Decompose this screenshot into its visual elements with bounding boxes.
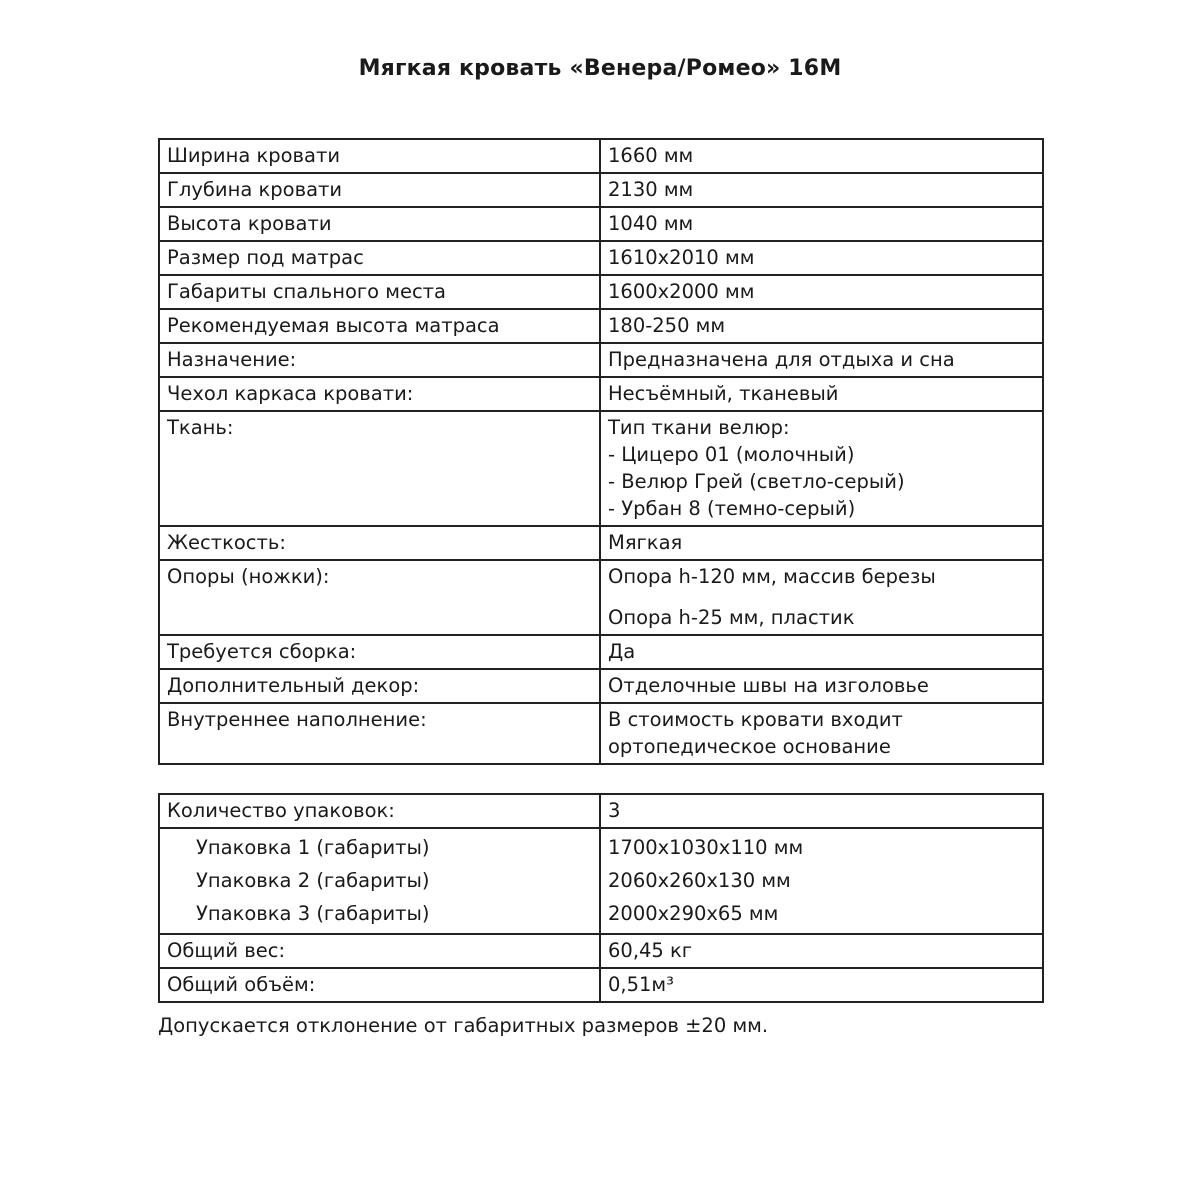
spec-label: Внутреннее наполнение:	[159, 703, 600, 764]
spec-label: Высота кровати	[159, 207, 600, 241]
package-values	[600, 828, 1043, 934]
fabric-option-line: - Цицеро 01 (молочный)	[608, 443, 855, 466]
table-row	[159, 173, 1043, 207]
spec-label: Ткань:	[159, 411, 600, 526]
filling-line: В стоимость кровати входит	[608, 708, 903, 731]
package-label: Упаковка 1 (габариты)	[196, 836, 430, 859]
spec-value: 1660 мм	[600, 139, 1043, 173]
package-dimensions: 1700х1030х110 мм	[608, 836, 804, 859]
table-row	[159, 275, 1043, 309]
spec-label: Опоры (ножки):	[159, 560, 600, 635]
support-line: Опора h-25 мм, пластик	[608, 606, 855, 629]
table-row	[159, 309, 1043, 343]
spec-label: Глубина кровати	[159, 173, 600, 207]
spec-label: Рекомендуемая высота матраса	[159, 309, 600, 343]
specifications-table	[158, 138, 1044, 765]
table-row	[159, 377, 1043, 411]
package-label: Упаковка 3 (габариты)	[196, 902, 430, 925]
table-row	[159, 703, 1043, 764]
table-row	[159, 241, 1043, 275]
spec-value: 180-250 мм	[600, 309, 1043, 343]
spec-label: Ширина кровати	[159, 139, 600, 173]
spec-label: Назначение:	[159, 343, 600, 377]
spec-value: 2130 мм	[600, 173, 1043, 207]
spec-value: 1610х2010 мм	[600, 241, 1043, 275]
package-count-value: 3	[600, 794, 1043, 828]
total-volume-value: 0,51м³	[600, 968, 1043, 1002]
spec-label: Габариты спального места	[159, 275, 600, 309]
package-dimensions: 2060х260х130 мм	[608, 869, 791, 892]
package-count-label: Количество упаковок:	[159, 794, 600, 828]
spec-value	[600, 560, 1043, 635]
table-row	[159, 207, 1043, 241]
package-labels	[159, 828, 600, 934]
tolerance-note: Допускается отклонение от габаритных размеров ±20 мм.	[158, 1014, 769, 1037]
package-label: Упаковка 2 (габариты)	[196, 869, 430, 892]
support-line: Опора h-120 мм, массив березы	[608, 565, 936, 588]
total-weight-value: 60,45 кг	[600, 934, 1043, 968]
table-row	[159, 635, 1043, 669]
package-dimensions: 2000х290х65 мм	[608, 902, 779, 925]
table-row	[159, 968, 1043, 1002]
table-row	[159, 794, 1043, 828]
table-row	[159, 139, 1043, 173]
spec-value: Предназначена для отдыха и сна	[600, 343, 1043, 377]
spec-value	[600, 411, 1043, 526]
packaging-table	[158, 793, 1044, 1003]
page-title: Мягкая кровать «Венера/Ромео» 16М	[358, 56, 842, 81]
spec-value: Отделочные швы на изголовье	[600, 669, 1043, 703]
spec-label: Дополнительный декор:	[159, 669, 600, 703]
total-weight-label: Общий вес:	[159, 934, 600, 968]
table-row	[159, 669, 1043, 703]
table-row	[159, 343, 1043, 377]
table-row	[159, 934, 1043, 968]
spec-value: Мягкая	[600, 526, 1043, 560]
spec-label: Жесткость:	[159, 526, 600, 560]
table-row	[159, 560, 1043, 635]
filling-line: ортопедическое основание	[608, 735, 891, 758]
spec-value: Да	[600, 635, 1043, 669]
table-row	[159, 828, 1043, 934]
fabric-type-line: Тип ткани велюр:	[608, 416, 790, 439]
spec-value: 1040 мм	[600, 207, 1043, 241]
table-row	[159, 526, 1043, 560]
spec-label: Размер под матрас	[159, 241, 600, 275]
spec-label: Чехол каркаса кровати:	[159, 377, 600, 411]
spec-value: 1600х2000 мм	[600, 275, 1043, 309]
fabric-option-line: - Урбан 8 (темно-серый)	[608, 497, 856, 520]
fabric-option-line: - Велюр Грей (светло-серый)	[608, 470, 905, 493]
spec-value: Несъёмный, тканевый	[600, 377, 1043, 411]
spec-label: Требуется сборка:	[159, 635, 600, 669]
line-gap	[608, 590, 1035, 604]
total-volume-label: Общий объём:	[159, 968, 600, 1002]
spec-value	[600, 703, 1043, 764]
table-row	[159, 411, 1043, 526]
